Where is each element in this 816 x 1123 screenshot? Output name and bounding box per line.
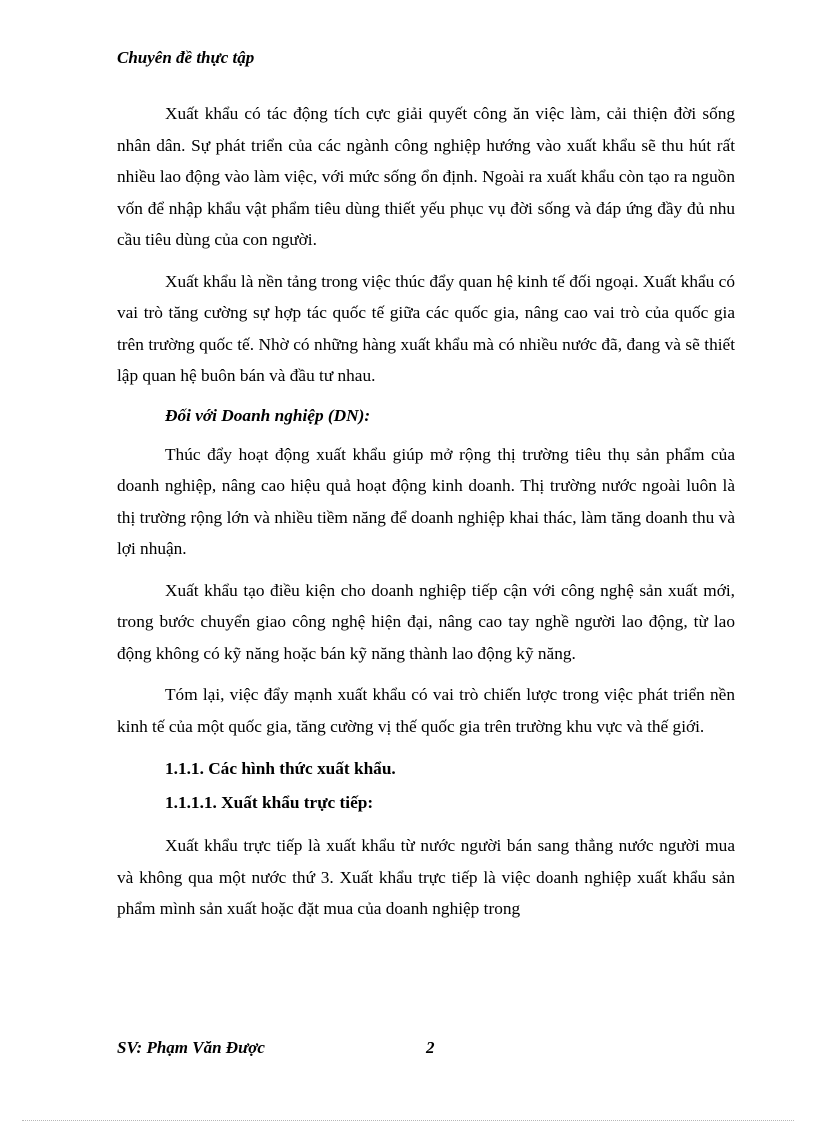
paragraph-employment: Xuất khẩu có tác động tích cực giải quyết công ăn việc làm, cải thiện đời sống nhân dân. Sự phát triển của các ngành công nghiệp hướng vào xuất khẩu sẽ thu hút rất nhiều lao động vào làm việc, với mức sống ổn định. Ngoài ra xuất khẩu còn tạo ra nguồn vốn để nhập khẩu vật phẩm tiêu dùng thiết yếu phục vụ đời sống và đáp ứng đầy đủ nhu cầu tiêu dùng của con người. (117, 104, 735, 249)
paragraph-technology: Xuất khẩu tạo điều kiện cho doanh nghiệp tiếp cận với công nghệ sản xuất mới, trong bước chuyển giao công nghệ hiện đại, nâng cao tay nghề người lao động, từ lao động không có kỹ năng hoặc bán kỹ năng thành lao động kỹ năng. (117, 580, 735, 663)
paragraph-summary: Tóm lại, việc đẩy mạnh xuất khẩu có vai trò chiến lược trong việc phát triển nền kinh tế của một quốc gia, tăng cường vị thế quốc gia trên trường khu vực và thế giới. (117, 685, 735, 736)
body-text (117, 98, 735, 925)
footer-page-number: 2 (426, 1038, 435, 1057)
subheading-enterprise: Đối với Doanh nghiệp (DN): (165, 405, 371, 425)
paragraph-direct-export: Xuất khẩu trực tiếp là xuất khẩu từ nước người bán sang thẳng nước người mua và không qua một nước thứ 3. Xuất khẩu trực tiếp là việc doanh nghiệp xuất khẩu sản phẩm mình sản xuất hoặc đặt mua của doanh nghiệp trong (117, 836, 735, 918)
header-title: Chuyên đề thực tập (117, 48, 255, 67)
paragraph-foreign-relations: Xuất khẩu là nền tảng trong việc thúc đẩy quan hệ kinh tế đối ngoại. Xuất khẩu có vai trò tăng cường sự hợp tác quốc tế giữa các quốc gia, nâng cao vai trò của quốc gia trên trường quốc tế. Nhờ có những hàng xuất khẩu mà có nhiều nước đã, đang và sẽ thiết lập quan hệ buôn bán và đầu tư nhau. (117, 271, 735, 385)
page-bottom-divider (22, 1120, 794, 1121)
section-heading-export-forms: 1.1.1. Các hình thức xuất khẩu. (165, 759, 396, 778)
paragraph-market-expansion: Thúc đẩy hoạt động xuất khẩu giúp mở rộng thị trường tiêu thụ sản phẩm của doanh nghiệp, nâng cao hiệu quả hoạt động kinh doanh. Thị trường nước ngoài luôn là thị trường rộng lớn và nhiều tiềm năng để doanh nghiệp khai thác, làm tăng doanh thu và lợi nhuận. (117, 444, 735, 558)
section-heading-direct-export: 1.1.1.1. Xuất khẩu trực tiếp: (165, 793, 374, 812)
footer-author: SV: Phạm Văn Được (117, 1038, 265, 1057)
